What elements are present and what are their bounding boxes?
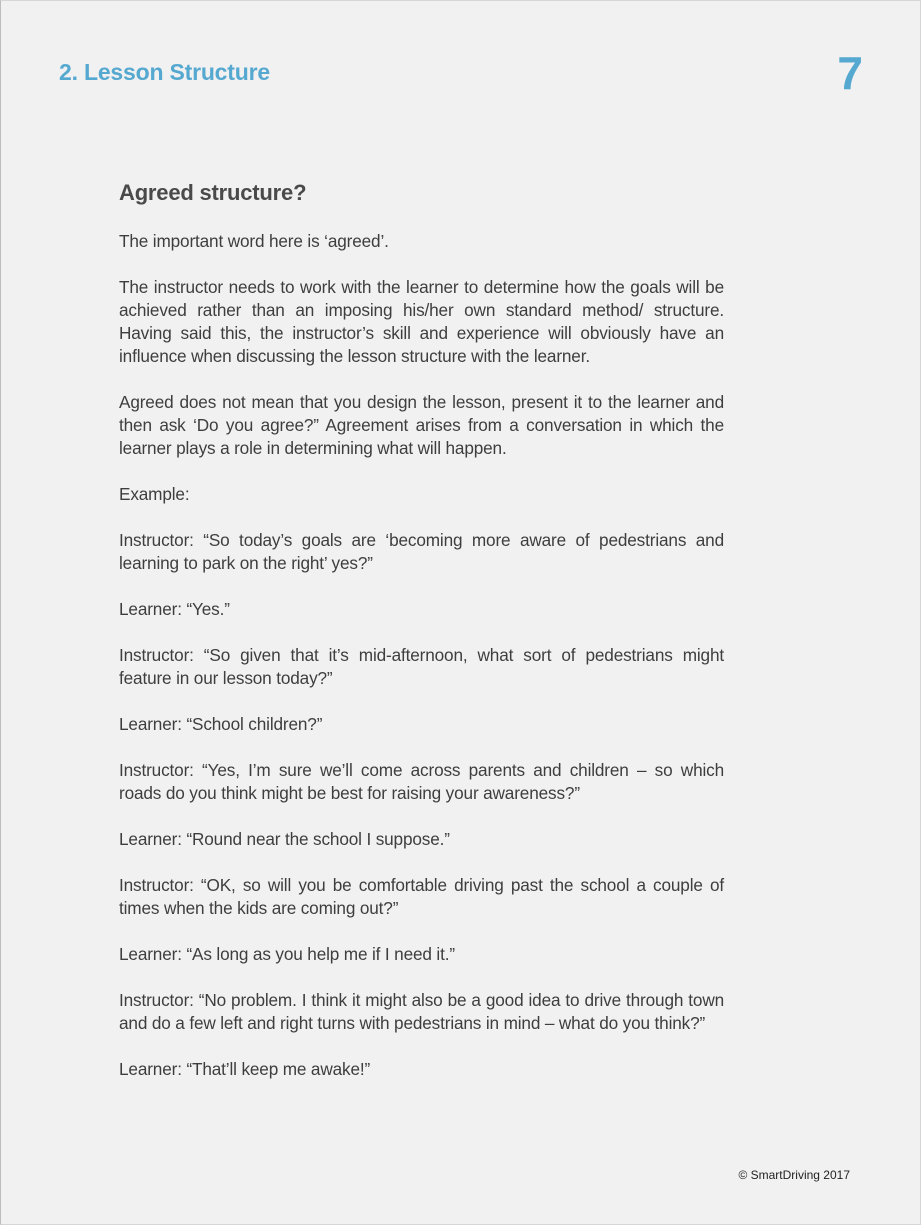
dialogue-line: Learner: “Round near the school I suppose.” bbox=[119, 829, 450, 849]
dialogue-line: Learner: “School children?” bbox=[119, 714, 323, 734]
dialogue-line: Instructor: “So given that it’s mid-afternoon, what sort of pedestrians might feature in our lesson today?” bbox=[119, 645, 724, 688]
main-content bbox=[119, 176, 724, 1104]
paragraph-intro: The important word here is ‘agreed’. bbox=[119, 231, 389, 251]
dialogue-line: Instructor: “So today’s goals are ‘becoming more aware of pedestrians and learning to park on the right’ yes?” bbox=[119, 530, 724, 573]
dialogue-line: Learner: “Yes.” bbox=[119, 599, 230, 619]
paragraph-agreement: Agreed does not mean that you design the lesson, present it to the learner and then ask ‘Do you agree?” Agreement arises from a conversation in which the learner plays a role in determining what will happen. bbox=[119, 392, 724, 458]
footer-copyright: © SmartDriving 2017 bbox=[738, 1168, 850, 1182]
paragraph-instructor-role: The instructor needs to work with the learner to determine how the goals will be achieved rather than an imposing his/her own standard method/ structure. Having said this, the instructor’s skill and experience will obviously have an influence when discussing the lesson structure with the learner. bbox=[119, 277, 724, 366]
content-heading: Agreed structure? bbox=[119, 180, 307, 205]
dialogue-line: Instructor: “No problem. I think it might also be a good idea to drive through town and do a few left and right turns with pedestrians in mind – what do you think?” bbox=[119, 990, 724, 1033]
paragraph-example-label: Example: bbox=[119, 484, 190, 504]
dialogue-line: Instructor: “Yes, I’m sure we’ll come across parents and children – so which roads do you think might be best for raising your awareness?” bbox=[119, 760, 724, 803]
dialogue-line: Instructor: “OK, so will you be comfortable driving past the school a couple of times when the kids are coming out?” bbox=[119, 875, 724, 918]
dialogue-line: Learner: “As long as you help me if I need it.” bbox=[119, 944, 455, 964]
dialogue-line: Learner: “That’ll keep me awake!” bbox=[119, 1059, 371, 1079]
section-title: 2. Lesson Structure bbox=[59, 59, 270, 85]
page-number: 7 bbox=[837, 47, 863, 99]
